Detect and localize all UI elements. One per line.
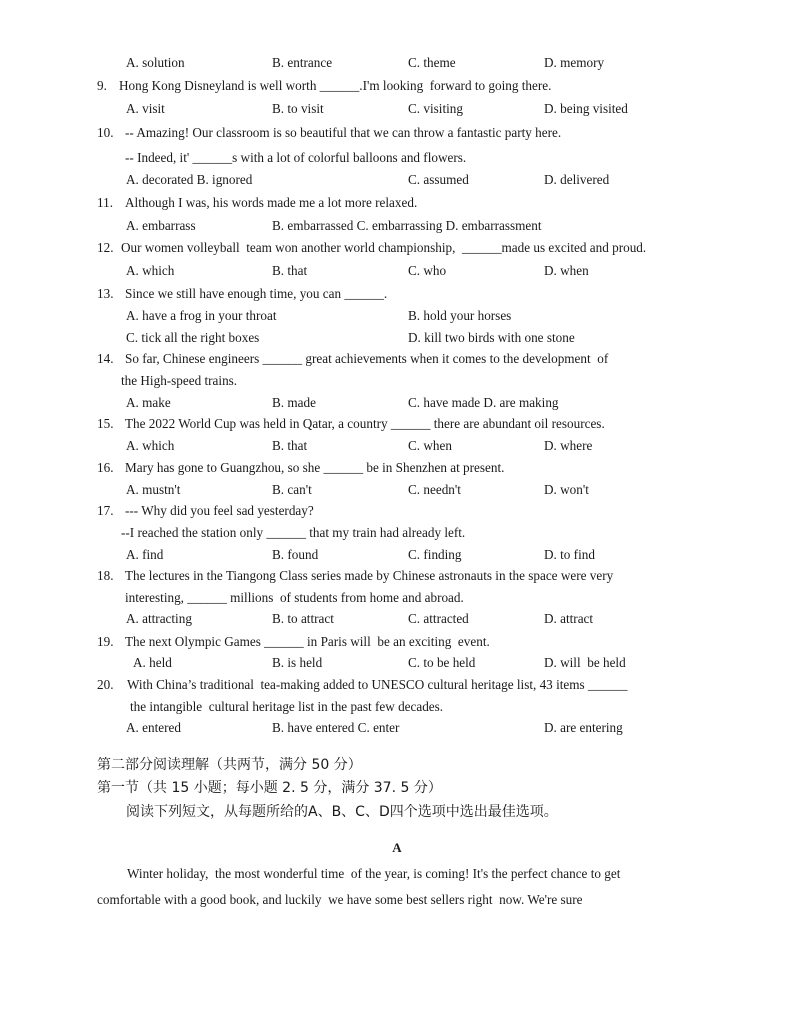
option-d: D. being visited xyxy=(544,101,628,116)
option-b: B. can't xyxy=(272,482,312,497)
option-d: D. where xyxy=(544,438,593,453)
question-stem: The lectures in the Tiangong Class series made by Chinese astronauts in the space were very xyxy=(125,568,614,583)
question-stem: Although I was, his words made me a lot more relaxed. xyxy=(125,195,418,210)
question-stem: Mary has gone to Guangzhou, so she ______ be in Shenzhen at present. xyxy=(125,460,505,475)
question-number: 9. xyxy=(97,78,107,93)
option-d: D. kill two birds with one stone xyxy=(408,330,575,345)
option-d: D. are entering xyxy=(544,720,623,735)
option-c: C. assumed xyxy=(408,172,469,187)
question-stem-line-2: interesting, ______ millions of students from home and abroad. xyxy=(125,590,464,605)
option-b: B. to visit xyxy=(272,101,324,116)
option-a: A. held xyxy=(133,655,172,670)
passage-line-2: comfortable with a good book, and luckily we have some best sellers right now. We're sure xyxy=(97,892,583,907)
option-a: A. embarrass xyxy=(126,218,196,233)
question-number: 14. xyxy=(97,351,114,366)
option-b: B. to attract xyxy=(272,611,334,626)
q8-option-b: B. entrance xyxy=(272,55,333,70)
option-d: D. won't xyxy=(544,482,589,497)
option-b: B. found xyxy=(272,547,319,562)
question-stem: Our women volleyball team won another world championship, ______made us excited and proud. xyxy=(121,240,647,255)
question-stem-line-2: the intangible cultural heritage list in the past few decades. xyxy=(130,699,444,714)
passage-label: A xyxy=(392,840,402,855)
q8-option-a: A. solution xyxy=(126,55,185,70)
option-d: D. attract xyxy=(544,611,594,626)
question-number: 13. xyxy=(97,286,114,301)
option-a: A. visit xyxy=(126,101,165,116)
option-b-c-d: B. embarrassed C. embarrassing D. embarrassment xyxy=(272,218,542,233)
reading-instruction: 阅读下列短文，从每题所给的A、B、C、D四个选项中选出最佳选项。 xyxy=(126,804,558,820)
option-c: C. attracted xyxy=(408,611,469,626)
question-number: 11. xyxy=(97,195,113,210)
question-number: 20. xyxy=(97,677,114,692)
option-c-d: C. have made D. are making xyxy=(408,395,559,410)
option-a: A. entered xyxy=(126,720,181,735)
question-stem: Since we still have enough time, you can ______. xyxy=(125,286,388,301)
question-number: 19. xyxy=(97,634,114,649)
section-1-title: 第一节（共 15 小题；每小题 2. 5 分，满分 37. 5 分） xyxy=(97,780,442,796)
question-stem: The 2022 World Cup was held in Qatar, a country ______ there are abundant oil resources. xyxy=(125,416,605,431)
option-a: A. mustn't xyxy=(126,482,181,497)
option-b: B. that xyxy=(272,438,308,453)
question-number: 16. xyxy=(97,460,114,475)
q8-option-c: C. theme xyxy=(408,55,456,70)
option-b: B. hold your horses xyxy=(408,308,512,323)
question-number: 17. xyxy=(97,503,114,518)
question-stem-line-2: --I reached the station only ______ that my train had already left. xyxy=(121,525,466,540)
question-stem: -- Amazing! Our classroom is so beautiful that we can throw a fantastic party here. xyxy=(125,125,562,140)
question-stem-line-2: -- Indeed, it' ______s with a lot of colorful balloons and flowers. xyxy=(125,150,467,165)
part-2-title: 第二部分阅读理解（共两节，满分 50 分） xyxy=(97,757,362,773)
option-a: A. find xyxy=(126,547,164,562)
question-stem: With China’s traditional tea-making added to UNESCO cultural heritage list, 43 items ______ xyxy=(127,677,628,692)
question-number: 15. xyxy=(97,416,114,431)
option-a: A. make xyxy=(126,395,171,410)
question-stem: Hong Kong Disneyland is well worth ______.I'm looking forward to going there. xyxy=(119,78,552,93)
option-a: A. which xyxy=(126,438,175,453)
option-c: C. needn't xyxy=(408,482,461,497)
question-number: 10. xyxy=(97,125,114,140)
option-a: A. have a frog in your throat xyxy=(126,308,277,323)
option-c: C. tick all the right boxes xyxy=(126,330,260,345)
option-b: B. that xyxy=(272,263,308,278)
option-c: C. who xyxy=(408,263,447,278)
option-b-c: B. have entered C. enter xyxy=(272,720,400,735)
option-b: B. made xyxy=(272,395,316,410)
option-a: A. which xyxy=(126,263,175,278)
question-stem: The next Olympic Games ______ in Paris will be an exciting event. xyxy=(125,634,490,649)
option-c: C. finding xyxy=(408,547,462,562)
question-stem: --- Why did you feel sad yesterday? xyxy=(125,503,314,518)
option-a-b: A. decorated B. ignored xyxy=(126,172,253,187)
option-c: C. to be held xyxy=(408,655,476,670)
option-c: C. when xyxy=(408,438,452,453)
q8-option-d: D. memory xyxy=(544,55,605,70)
option-d: D. to find xyxy=(544,547,595,562)
option-b: B. is held xyxy=(272,655,323,670)
question-stem: So far, Chinese engineers ______ great achievements when it comes to the development of xyxy=(125,351,609,366)
question-number: 12. xyxy=(97,240,114,255)
option-d: D. will be held xyxy=(544,655,626,670)
option-d: D. delivered xyxy=(544,172,610,187)
option-d: D. when xyxy=(544,263,589,278)
option-a: A. attracting xyxy=(126,611,192,626)
passage-line-1: Winter holiday, the most wonderful time of the year, is coming! It's the perfect chance to get xyxy=(127,866,621,881)
question-stem-line-2: the High-speed trains. xyxy=(121,373,238,388)
option-c: C. visiting xyxy=(408,101,463,116)
question-number: 18. xyxy=(97,568,114,583)
